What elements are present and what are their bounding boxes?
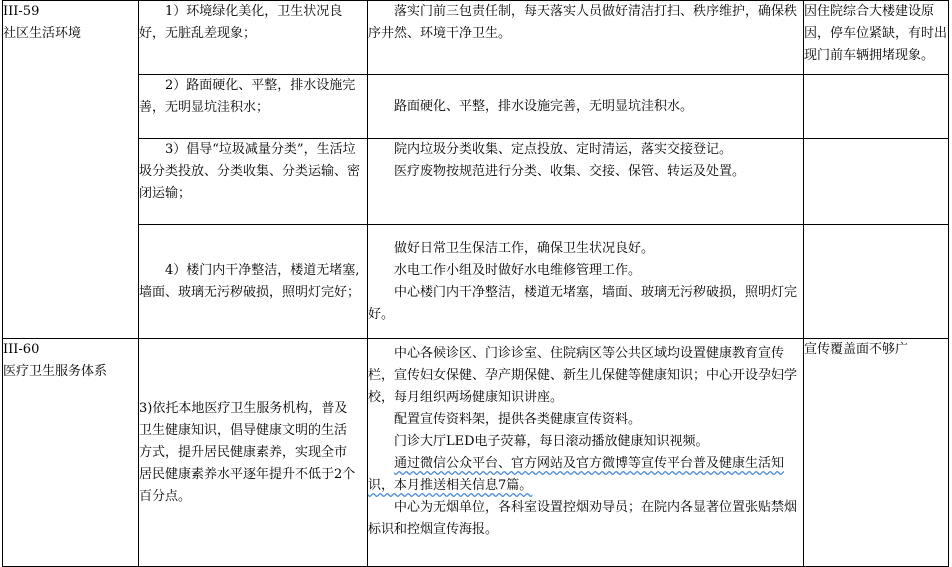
measure-text: 中心楼门内干净整洁，楼道无堵塞，墙面、玻璃无污秽破损，照明灯完好。 [368,284,798,322]
section-code: III-59 [3,4,40,19]
measure-text: 门诊大厅LED电子荧幕，每日滚动播放健康知识视频。 [394,434,709,449]
section-cell [3,339,139,567]
standard-text: 3)依托本地医疗卫生服务机构，普及卫生健康知识，倡导健康文明的生活方式，提升居民健康素养，实现全市居民健康素养水平逐年提升不低于2个百分点。 [139,400,356,504]
measure-text: 落实门前三包责任制，每天落实人员做好清洁打扫、秩序维护，确保秩序井然、环境干净卫生。 [368,4,798,41]
measure-text: 中心各候诊区、门诊诊室、住院病区等公共区域均设置健康教育宣传栏，宣传妇女保健、孕产期保健、新生儿保健等健康知识；中心开设孕妇学校，每月组织两场健康知识讲座。 [368,346,798,405]
measure-text: 路面硬化、平整，排水设施完善，无明显坑洼积水。 [394,98,694,114]
measure-text: 水电工作小组及时做好水电维修管理工作。 [394,262,642,278]
measures-cell [368,339,804,567]
problem-text: 因住院综合大楼建设原因，停车位紧缺，有时出现门前车辆拥堵现象。 [804,4,948,63]
standard-text: 1）环境绿化美化，卫生状况良好，无脏乱差现象； [139,4,343,41]
standard-cell [139,225,368,339]
table-row [3,139,949,225]
measure-text: 配置宣传资料架，提供各类健康宣传资料。 [394,412,642,427]
measures-cell [368,1,804,75]
inspection-table [2,0,949,567]
section-cell [3,1,139,339]
measure-text: 中心为无烟单位，各科室设置控烟劝导员；在院内各显著位置张贴禁烟标识和控烟宣传海报。 [368,500,798,537]
problem-cell [804,225,949,339]
table-row [3,1,949,75]
measure-text: 医疗废物按规范进行分类、收集、交接、保管、转运及处置。 [394,164,746,179]
standard-cell [139,75,368,139]
problem-cell [804,75,949,139]
table-row [3,75,949,139]
table-row [3,339,949,567]
measure-text: 做好日常卫生保洁工作，确保卫生状况良好。 [394,240,655,256]
standard-cell [139,139,368,225]
measures-cell [368,75,804,139]
problem-cell [804,1,949,75]
section-name: 社区生活环境 [3,26,82,41]
standard-cell [139,339,368,567]
standard-text: 4）楼门内干净整洁，楼道无堵塞,墙面、玻璃无污秽破损，照明灯完好； [139,262,361,300]
section-name: 医疗卫生服务体系 [3,364,108,379]
standard-text: 3）倡导“垃圾减量分类”，生活垃圾分类投放、分类收集、分类运输、密闭运输； [139,142,361,201]
problem-cell [804,139,949,225]
standard-cell [139,1,368,75]
table-row [3,225,949,339]
measure-text: 院内垃圾分类收集、定点投放、定时清运，落实交接登记。 [394,142,733,157]
problem-cell [804,339,949,567]
problem-text: 宣传覆盖面不够广 [804,342,909,357]
measures-cell [368,139,804,225]
section-code: III-60 [3,342,40,357]
standard-text: 2）路面硬化、平整，排水设施完善，无明显坑洼积水； [139,78,356,115]
measure-text: 通过微信公众平台、官方网站及官方微博等宣传平台普及健康生活知识，本月推送相关信息7篇。 [368,456,785,493]
measures-cell [368,225,804,339]
